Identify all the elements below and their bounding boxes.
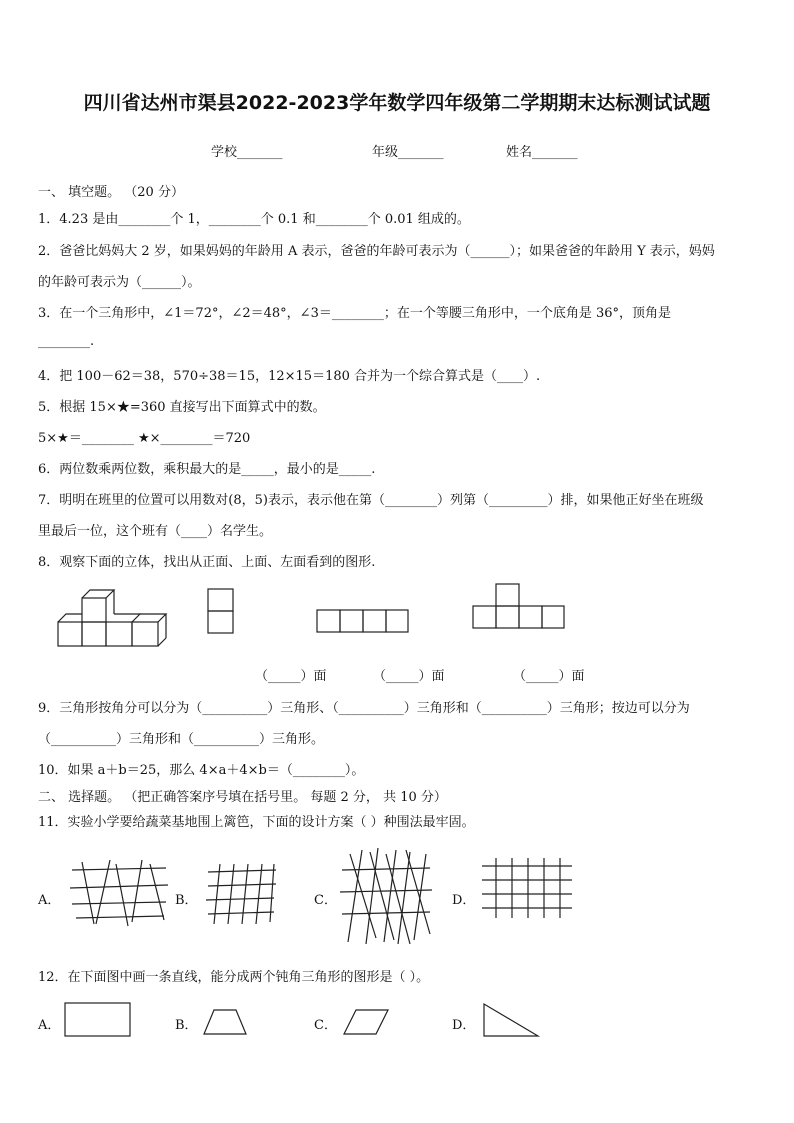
question-5-expressions: 5×★＝________ ★×________＝720 — [38, 431, 251, 446]
question-2-line-1: 2．爸爸比妈妈大 2 岁，如果妈妈的年龄用 A 表示，爸爸的年龄可表示为（______）；如果爸爸的年龄用 Y 表示，妈妈 — [38, 244, 715, 259]
question-2-line-2: 的年龄可表示为（______）。 — [38, 275, 201, 290]
question-1: 1．4.23 是由________个 1，________个 0.1 和________个 0.01 组成的。 — [38, 212, 470, 227]
q11-fence-b — [206, 862, 278, 926]
q12-option-c: C． — [314, 1018, 337, 1033]
q11-fence-a — [70, 858, 170, 928]
question-4: 4．把 100－62＝38，570÷38＝15，12×15＝180 合并为一个综合算式是（____）. — [38, 369, 541, 384]
question-5: 5．根据 15×★=360 直接写出下面算式中的数。 — [38, 400, 326, 415]
q11-option-b: B． — [175, 893, 198, 908]
q12-right-triangle — [482, 1002, 542, 1038]
q8-solid-figure — [56, 588, 168, 650]
q11-option-d: D． — [452, 893, 476, 908]
q8-label-3: （_____）面 — [513, 669, 585, 684]
question-8: 8．观察下面的立体，找出从正面、上面、左面看到的图形. — [38, 555, 376, 570]
question-10: 10．如果 a＋b＝25，那么 4×a＋4×b＝（________）。 — [38, 763, 365, 778]
q12-rectangle — [64, 1002, 132, 1038]
school-field: 学校_______ — [211, 145, 283, 160]
question-9-line-1: 9．三角形按角分可以分为（__________）三角形、（__________）三角形和（__________）三角形；按边可以分为 — [38, 701, 690, 716]
question-6: 6．两位数乘两位数，乘积最大的是_____，最小的是_____. — [38, 462, 376, 477]
q12-option-b: B． — [175, 1018, 198, 1033]
question-7-line-2: 里最后一位，这个班有（____）名学生。 — [38, 524, 273, 539]
question-7-line-1: 7．明明在班里的位置可以用数对(8，5)表示，表示他在第（________）列第（_________）排，如果他正好坐在班级 — [38, 493, 704, 508]
q8-view-2 — [316, 609, 411, 635]
section-2-heading: 二、 选择题。 （把正确答案序号填在括号里。 每题 2 分， 共 10 分） — [38, 790, 447, 805]
q8-view-1 — [207, 588, 235, 636]
question-9-line-2: （__________）三角形和（__________）三角形。 — [38, 732, 325, 747]
q11-fence-c — [340, 848, 434, 946]
question-12: 12．在下面图中画一条直线，能分成两个钝角三角形的图形是（ ）。 — [38, 970, 430, 985]
q12-trapezoid — [202, 1008, 248, 1036]
page-title: 四川省达州市渠县2022-2023学年数学四年级第二学期期末达标测试试题 — [83, 92, 711, 114]
question-11: 11．实验小学要给蔬菜基地围上篱笆，下面的设计方案（ ）种围法最牢固。 — [38, 815, 475, 830]
q11-option-a: A． — [38, 893, 61, 908]
q12-parallelogram — [342, 1008, 390, 1036]
grade-field: 年级_______ — [372, 145, 444, 160]
q12-option-a: A． — [38, 1018, 61, 1033]
name-field: 姓名_______ — [506, 145, 578, 160]
question-3-line-1: 3．在一个三角形中，∠1＝72°，∠2＝48°，∠3＝________；在一个等腰三角形中，一个底角是 36°，顶角是 — [38, 306, 672, 321]
q8-label-1: （_____）面 — [255, 669, 327, 684]
q12-option-d: D． — [452, 1018, 476, 1033]
q11-option-c: C． — [314, 893, 337, 908]
question-3-line-2: ________. — [38, 334, 95, 349]
q11-fence-d — [482, 856, 574, 920]
q8-label-2: （_____）面 — [373, 669, 445, 684]
section-1-heading: 一、 填空题。 （20 分） — [38, 185, 184, 200]
q8-view-3 — [472, 583, 568, 631]
